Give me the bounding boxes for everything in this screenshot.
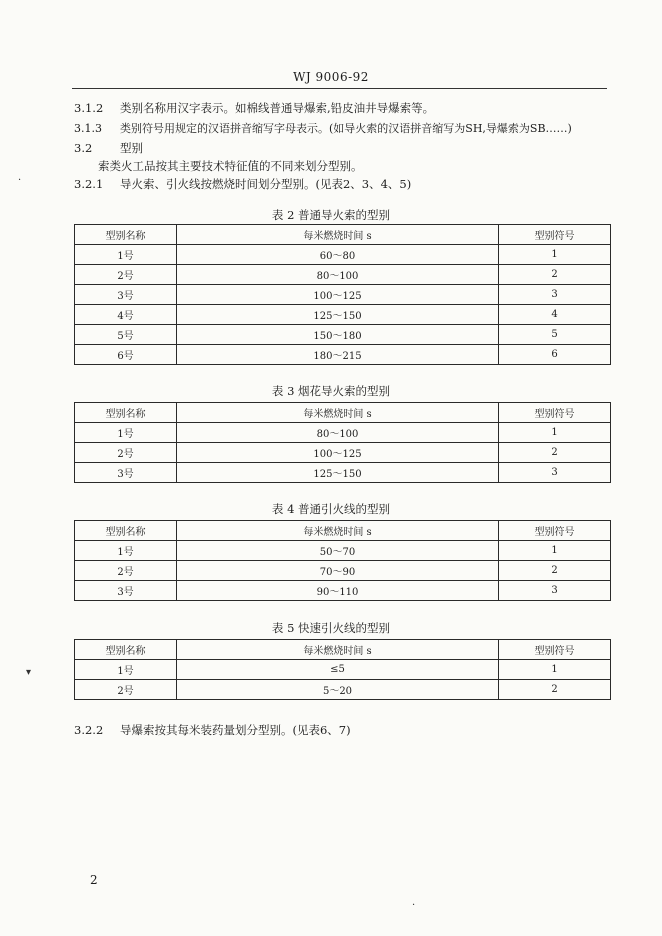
table-4 xyxy=(74,520,611,601)
header-cell: 型别符号 xyxy=(499,521,611,541)
type-symbol-cell: 5 xyxy=(499,325,611,345)
burn-time-cell: 180～215 xyxy=(177,345,499,365)
type-name-cell: 3号 xyxy=(75,463,177,483)
burn-time-cell: 60～80 xyxy=(177,245,499,265)
type-name-cell: 3号 xyxy=(75,581,177,601)
type-symbol-cell: 2 xyxy=(499,443,611,463)
header-cell: 型别名称 xyxy=(75,640,177,660)
header-cell: 型别符号 xyxy=(499,225,611,245)
paragraph-text: 导火索、引火线按燃烧时间划分型别。(见表2、3、4、5) xyxy=(120,177,412,191)
type-symbol-cell: 3 xyxy=(499,285,611,305)
burn-time-cell: 50～70 xyxy=(177,541,499,561)
table-row xyxy=(75,245,611,265)
type-symbol-cell: 2 xyxy=(499,265,611,285)
burn-time-cell: 125～150 xyxy=(177,463,499,483)
header-cell: 每米燃烧时间 s xyxy=(177,403,499,423)
paragraph-number: 3.2.2 xyxy=(74,723,104,737)
scan-speck: · xyxy=(18,175,22,186)
table-row xyxy=(75,305,611,325)
type-name-cell: 1号 xyxy=(75,541,177,561)
paragraph-number: 3.1.3 xyxy=(74,122,102,135)
header-cell: 型别名称 xyxy=(75,403,177,423)
type-symbol-cell: 1 xyxy=(499,423,611,443)
paragraph-3-2-2 xyxy=(74,722,351,738)
header-cell: 型别符号 xyxy=(499,403,611,423)
table-row xyxy=(75,660,611,680)
header-rule xyxy=(72,88,607,89)
document-code: WJ 9006-92 xyxy=(293,70,369,84)
type-symbol-cell: 1 xyxy=(499,245,611,265)
header-cell: 型别符号 xyxy=(499,640,611,660)
type-name-cell: 4号 xyxy=(75,305,177,325)
table-row xyxy=(75,443,611,463)
section-3-2 xyxy=(74,140,143,156)
type-name-cell: 2号 xyxy=(75,561,177,581)
scan-speck: ▾ xyxy=(26,667,32,678)
burn-time-cell: 70～90 xyxy=(177,561,499,581)
scan-speck: · xyxy=(412,900,416,911)
table-header-row xyxy=(75,225,611,245)
type-symbol-cell: 6 xyxy=(499,345,611,365)
type-symbol-cell: 1 xyxy=(499,541,611,561)
header-cell: 型别名称 xyxy=(75,521,177,541)
burn-time-cell: 90～110 xyxy=(177,581,499,601)
type-symbol-cell: 1 xyxy=(499,660,611,680)
table-4-caption: 表 4 普通引火线的型别 xyxy=(271,502,391,516)
paragraph-number: 3.1.2 xyxy=(74,101,104,115)
type-name-cell: 6号 xyxy=(75,345,177,365)
burn-time-cell: 125～150 xyxy=(177,305,499,325)
type-name-cell: 1号 xyxy=(75,423,177,443)
header-cell: 每米燃烧时间 s xyxy=(177,521,499,541)
table-row xyxy=(75,581,611,601)
burn-time-cell: 5～20 xyxy=(177,680,499,700)
header-cell: 每米燃烧时间 s xyxy=(177,225,499,245)
burn-time-cell: 100～125 xyxy=(177,443,499,463)
paragraph-text: 类别名称用汉字表示。如棉线普通导爆索,铅皮油井导爆索等。 xyxy=(120,101,435,115)
burn-time-cell: 100～125 xyxy=(177,285,499,305)
table-3-caption: 表 3 烟花导火索的型别 xyxy=(271,384,391,398)
table-header-row xyxy=(75,403,611,423)
type-name-cell: 1号 xyxy=(75,660,177,680)
table-row xyxy=(75,680,611,700)
type-symbol-cell: 2 xyxy=(499,680,611,700)
table-row xyxy=(75,345,611,365)
table-header-row xyxy=(75,640,611,660)
table-row xyxy=(75,423,611,443)
paragraph-text: 类别符号用规定的汉语拼音缩写字母表示。(如导火索的汉语拼音缩写为SH,导爆索为SB……) xyxy=(120,122,572,135)
table-3 xyxy=(74,402,611,483)
type-name-cell: 5号 xyxy=(75,325,177,345)
type-name-cell: 3号 xyxy=(75,285,177,305)
paragraph-number: 3.2 xyxy=(74,141,93,155)
header-cell: 型别名称 xyxy=(75,225,177,245)
type-name-cell: 1号 xyxy=(75,245,177,265)
burn-time-cell: 150～180 xyxy=(177,325,499,345)
table-5-caption: 表 5 快速引火线的型别 xyxy=(271,621,391,635)
table-row xyxy=(75,541,611,561)
paragraph-3-2-1 xyxy=(74,176,411,192)
header-cell: 每米燃烧时间 s xyxy=(177,640,499,660)
paragraph-number: 3.2.1 xyxy=(74,177,104,191)
page-number: 2 xyxy=(90,873,98,887)
type-symbol-cell: 3 xyxy=(499,463,611,483)
paragraph-text: 导爆索按其每米装药量划分型别。(见表6、7) xyxy=(120,723,351,737)
burn-time-cell: ≤5 xyxy=(177,660,499,680)
type-name-cell: 2号 xyxy=(75,265,177,285)
type-symbol-cell: 3 xyxy=(499,581,611,601)
type-name-cell: 2号 xyxy=(75,680,177,700)
table-row xyxy=(75,325,611,345)
paragraph-3-2-intro xyxy=(98,158,363,174)
table-row xyxy=(75,561,611,581)
burn-time-cell: 80～100 xyxy=(177,423,499,443)
paragraph-text: 型别 xyxy=(120,141,143,155)
table-2 xyxy=(74,224,611,365)
paragraph-3-1-2 xyxy=(74,100,434,116)
table-header-row xyxy=(75,521,611,541)
type-symbol-cell: 4 xyxy=(499,305,611,325)
burn-time-cell: 80～100 xyxy=(177,265,499,285)
table-5 xyxy=(74,639,611,700)
paragraph-text: 索类火工品按其主要技术特征值的不同来划分型别。 xyxy=(98,159,363,173)
type-name-cell: 2号 xyxy=(75,443,177,463)
table-2-caption: 表 2 普通导火索的型别 xyxy=(271,208,391,222)
table-row xyxy=(75,285,611,305)
table-row xyxy=(75,265,611,285)
table-row xyxy=(75,463,611,483)
paragraph-3-1-3 xyxy=(74,120,572,136)
type-symbol-cell: 2 xyxy=(499,561,611,581)
